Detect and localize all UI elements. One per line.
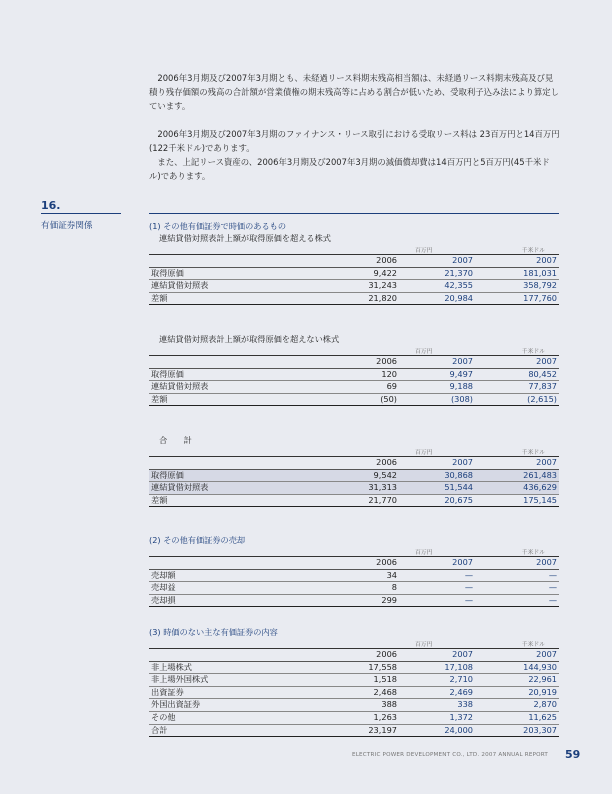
part1-heading: (1) その他有価証券で時価のあるもの xyxy=(149,221,287,231)
cell-2006: 21,820 xyxy=(317,292,401,305)
cell-2007: — xyxy=(401,569,477,582)
intro-paragraph-2: 2006年3月期及び2007年3月期のファイナンス・リース取引における受取リース料は 23百万円と14百万円(122千米ドル)であります。 xyxy=(149,128,560,153)
unit-jpy: 百万円 xyxy=(415,248,433,254)
table-row xyxy=(149,661,559,674)
cell-2006: 23,197 xyxy=(317,724,401,737)
cell-2006: 69 xyxy=(317,381,401,394)
unit-jpy: 百万円 xyxy=(415,642,433,648)
section-rule-main xyxy=(149,213,559,214)
cell-2006: 388 xyxy=(317,699,401,712)
intro-paragraph-3: また、上記リース資産の、2006年3月期及び2007年3月期の減価償却費は14百万円と5百万円(45千米ドル)であります。 xyxy=(149,157,550,182)
tableB xyxy=(149,355,559,406)
section-number: 16. xyxy=(41,199,61,212)
cell-2007: 17,108 xyxy=(401,661,477,674)
table-row xyxy=(149,582,559,595)
year-col-1: 2006 xyxy=(317,557,401,570)
cell-2007: 42,355 xyxy=(401,280,477,293)
year-col-1: 2006 xyxy=(317,255,401,268)
row-label: 売却損 xyxy=(149,594,317,607)
cell-usd: — xyxy=(477,582,559,595)
table-row xyxy=(149,280,559,293)
part3-heading: (3) 時価のない主な有価証券の内容 xyxy=(149,627,278,637)
table-row xyxy=(149,699,559,712)
year-col-3: 2007 xyxy=(477,356,559,369)
row-label: 取得原価 xyxy=(149,368,317,381)
cell-2006: 8 xyxy=(317,582,401,595)
cell-2006: 120 xyxy=(317,368,401,381)
year-col-3: 2007 xyxy=(477,557,559,570)
year-col-1: 2006 xyxy=(317,649,401,662)
table-header-row xyxy=(149,356,559,369)
intro-paragraph-1: 2006年3月期及び2007年3月期とも、未経過リース料期末残高相当額は、未経過リース料期末残高及び見積り残存価額の残高の合計額が営業債権の期末残高等に占める割合が低いため、受取利子込み法により算定しています。 xyxy=(149,73,560,112)
cell-usd: 358,792 xyxy=(477,280,559,293)
tableC-units xyxy=(149,446,559,456)
cell-2006: (50) xyxy=(317,393,401,406)
tableB-block xyxy=(149,333,559,406)
cell-2007: 20,675 xyxy=(401,494,477,507)
tableC-block xyxy=(149,434,559,507)
tableB-units xyxy=(149,345,559,355)
unit-usd: 千米ドル xyxy=(521,550,545,556)
cell-usd: 11,625 xyxy=(477,711,559,724)
cell-2007: 9,497 xyxy=(401,368,477,381)
cell-2007: 20,984 xyxy=(401,292,477,305)
row-label: 合計 xyxy=(149,724,317,737)
cell-usd: — xyxy=(477,594,559,607)
table-row xyxy=(149,686,559,699)
cell-usd: 144,930 xyxy=(477,661,559,674)
cell-2006: 34 xyxy=(317,569,401,582)
table-row xyxy=(149,393,559,406)
tableA-units xyxy=(149,244,559,254)
row-label: 連結貸借対照表 xyxy=(149,381,317,394)
cell-usd: 77,837 xyxy=(477,381,559,394)
lease-intro-text xyxy=(149,71,561,196)
row-label: 差額 xyxy=(149,494,317,507)
year-col-2: 2007 xyxy=(401,255,477,268)
year-col-3: 2007 xyxy=(477,649,559,662)
row-label: 差額 xyxy=(149,393,317,406)
cell-usd: 20,919 xyxy=(477,686,559,699)
part1-block xyxy=(149,220,559,305)
year-col-1: 2006 xyxy=(317,356,401,369)
cell-usd: 175,145 xyxy=(477,494,559,507)
cell-2006: 17,558 xyxy=(317,661,401,674)
part2-units xyxy=(149,546,559,556)
cell-usd: 2,870 xyxy=(477,699,559,712)
cell-usd: 181,031 xyxy=(477,267,559,280)
tableA xyxy=(149,254,559,305)
cell-2007: 30,868 xyxy=(401,469,477,482)
cell-2006: 1,263 xyxy=(317,711,401,724)
row-label: 売却益 xyxy=(149,582,317,595)
cell-usd: — xyxy=(477,569,559,582)
table-header-row xyxy=(149,649,559,662)
cell-2007: 51,544 xyxy=(401,482,477,495)
table-row xyxy=(149,674,559,687)
row-label: 連結貸借対照表 xyxy=(149,482,317,495)
table-row xyxy=(149,494,559,507)
part2-block xyxy=(149,534,559,607)
cell-2006: 2,468 xyxy=(317,686,401,699)
table-row xyxy=(149,724,559,737)
cell-2007: 24,000 xyxy=(401,724,477,737)
unit-usd: 千米ドル xyxy=(521,248,545,254)
cell-usd: 80,452 xyxy=(477,368,559,381)
cell-2007: (308) xyxy=(401,393,477,406)
cell-2006: 9,542 xyxy=(317,469,401,482)
row-label: その他 xyxy=(149,711,317,724)
tableC-title: 合 計 xyxy=(159,435,192,445)
cell-2007: 2,469 xyxy=(401,686,477,699)
table-row xyxy=(149,594,559,607)
table-row xyxy=(149,368,559,381)
row-label: 取得原価 xyxy=(149,469,317,482)
year-col-2: 2007 xyxy=(401,557,477,570)
row-label: 連結貸借対照表 xyxy=(149,280,317,293)
cell-2007: — xyxy=(401,582,477,595)
year-col-2: 2007 xyxy=(401,356,477,369)
cell-2006: 9,422 xyxy=(317,267,401,280)
cell-usd: 261,483 xyxy=(477,469,559,482)
cell-usd: (2,615) xyxy=(477,393,559,406)
part3-units xyxy=(149,638,559,648)
footer-report: 2007 ANNUAL REPORT xyxy=(481,752,549,758)
row-label: 差額 xyxy=(149,292,317,305)
cell-usd: 436,629 xyxy=(477,482,559,495)
table-row xyxy=(149,469,559,482)
tableA-title: 連結貸借対照表計上額が取得原価を超える株式 xyxy=(159,233,331,243)
cell-2006: 21,770 xyxy=(317,494,401,507)
row-label: 取得原価 xyxy=(149,267,317,280)
unit-jpy: 百万円 xyxy=(415,550,433,556)
year-col-2: 2007 xyxy=(401,457,477,470)
footer-text xyxy=(352,752,548,758)
cell-2006: 31,313 xyxy=(317,482,401,495)
cell-usd: 177,760 xyxy=(477,292,559,305)
year-col-1: 2006 xyxy=(317,457,401,470)
unit-usd: 千米ドル xyxy=(521,642,545,648)
row-label: 出資証券 xyxy=(149,686,317,699)
part3-table xyxy=(149,648,559,737)
tableB-title: 連結貸借対照表計上額が取得原価を超えない株式 xyxy=(159,334,340,344)
cell-2007: 9,188 xyxy=(401,381,477,394)
unit-jpy: 百万円 xyxy=(415,450,433,456)
cell-2006: 31,243 xyxy=(317,280,401,293)
table-row xyxy=(149,381,559,394)
row-label: 外国出資証券 xyxy=(149,699,317,712)
year-col-3: 2007 xyxy=(477,457,559,470)
cell-2007: 21,370 xyxy=(401,267,477,280)
cell-2006: 1,518 xyxy=(317,674,401,687)
part2-heading: (2) その他有価証券の売却 xyxy=(149,535,246,545)
tableC xyxy=(149,456,559,507)
table-header-row xyxy=(149,557,559,570)
cell-2006: 299 xyxy=(317,594,401,607)
table-row xyxy=(149,267,559,280)
page-number: 59 xyxy=(565,748,581,761)
table-row xyxy=(149,569,559,582)
table-header-row xyxy=(149,457,559,470)
table-row xyxy=(149,292,559,305)
table-header-row xyxy=(149,255,559,268)
table-row xyxy=(149,711,559,724)
year-col-3: 2007 xyxy=(477,255,559,268)
table-row xyxy=(149,482,559,495)
row-label: 売却額 xyxy=(149,569,317,582)
unit-usd: 千米ドル xyxy=(521,450,545,456)
row-label: 非上場株式 xyxy=(149,661,317,674)
cell-2007: 1,372 xyxy=(401,711,477,724)
cell-2007: 2,710 xyxy=(401,674,477,687)
year-col-2: 2007 xyxy=(401,649,477,662)
unit-jpy: 百万円 xyxy=(415,349,433,355)
cell-usd: 203,307 xyxy=(477,724,559,737)
part3-block xyxy=(149,626,559,737)
part2-table xyxy=(149,556,559,607)
unit-usd: 千米ドル xyxy=(521,349,545,355)
section-title: 有価証券関係 xyxy=(41,221,93,231)
cell-2007: 338 xyxy=(401,699,477,712)
section-rule-left xyxy=(41,213,121,214)
cell-usd: 22,961 xyxy=(477,674,559,687)
cell-2007: — xyxy=(401,594,477,607)
row-label: 非上場外国株式 xyxy=(149,674,317,687)
footer-company: ELECTRIC POWER DEVELOPMENT CO., LTD. xyxy=(352,752,480,758)
